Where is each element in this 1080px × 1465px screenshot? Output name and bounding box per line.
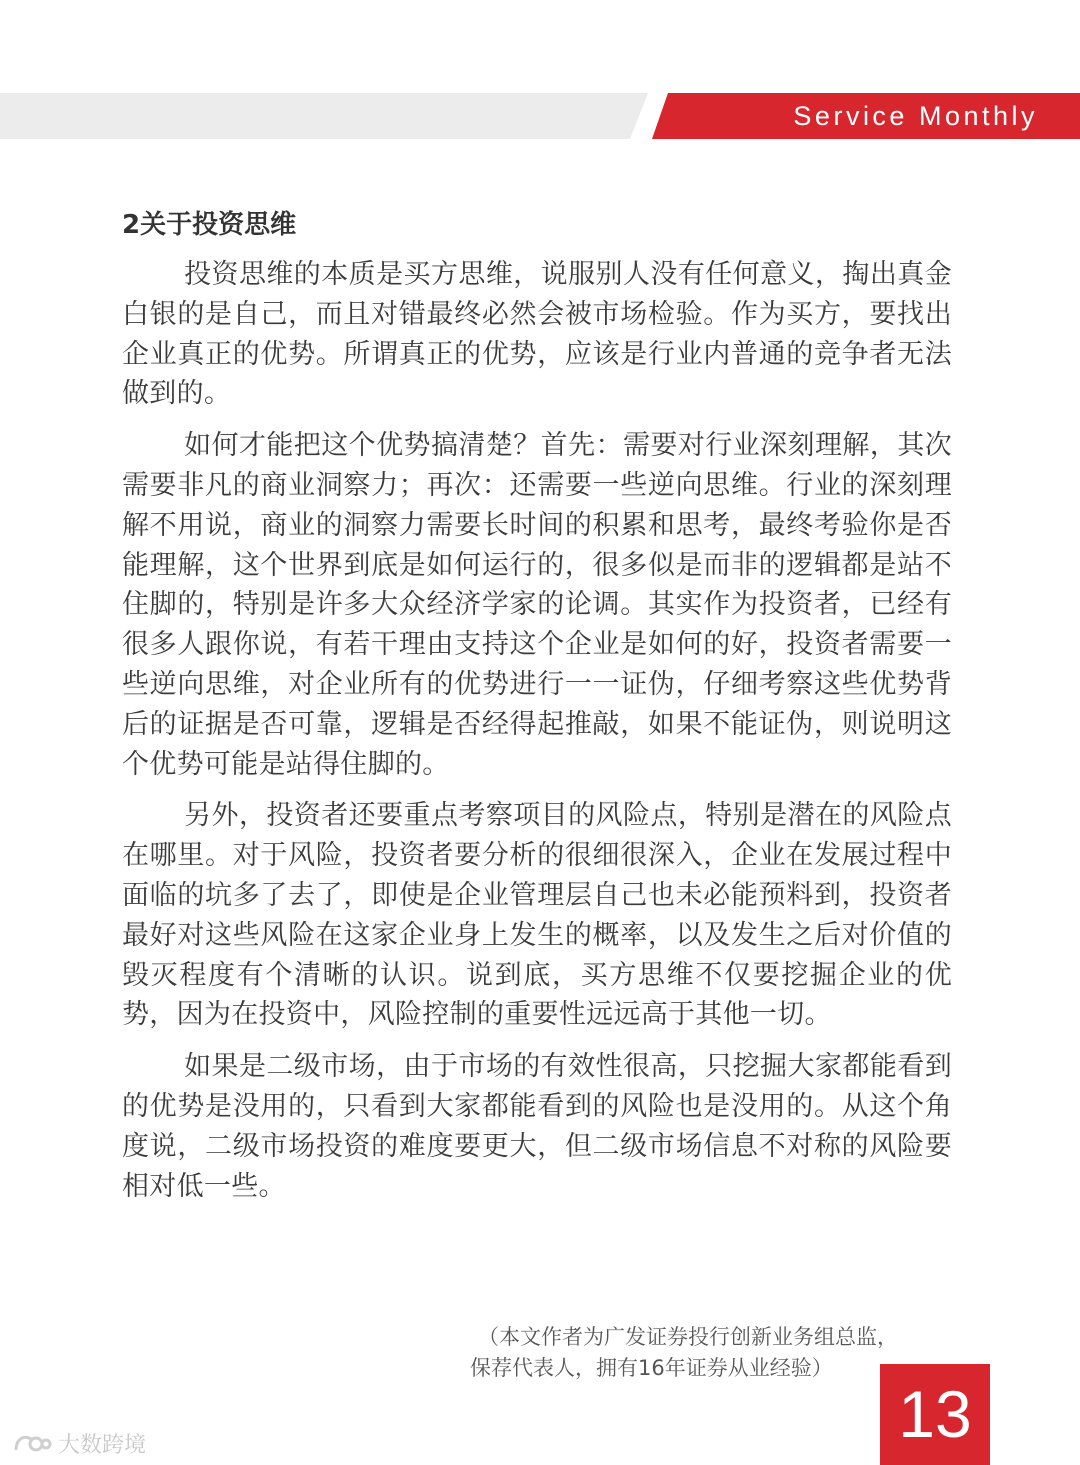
author-note-line: （本文作者为广发证券投行创新业务组总监，	[478, 1325, 898, 1349]
page-number: 13	[880, 1364, 990, 1465]
paragraph: 如果是二级市场，由于市场的有效性很高，只挖掘大家都能看到的优势是没用的，只看到大家都能看到的风险也是没用的。从这个角度说，二级市场投资的难度要更大，但二级市场信息不对称的风险要相对低一些。	[122, 1051, 952, 1202]
watermark-logo-icon	[12, 1428, 52, 1458]
author-note	[470, 1322, 940, 1384]
section-heading: 2关于投资思维	[122, 210, 297, 240]
watermark	[12, 1426, 146, 1460]
article-body	[122, 205, 952, 1218]
paragraph: 投资思维的本质是买方思维，说服别人没有任何意义，掏出真金白银的是自己，而且对错最终必然会被市场检验。作为买方，要找出企业真正的优势。所谓真正的优势，应该是行业内普通的竞争者无法做到的。	[122, 259, 952, 410]
magazine-title: Service Monthly	[793, 101, 1038, 131]
author-note-line: 保荐代表人，拥有16年证券从业经验）	[470, 1356, 833, 1380]
watermark-text: 大数跨境	[58, 1432, 147, 1458]
paragraph: 另外，投资者还要重点考察项目的风险点，特别是潜在的风险点在哪里。对于风险，投资者要分析的很细很深入，企业在发展过程中面临的坑多了去了，即使是企业管理层自己也未必能预料到，投资者最好对这些风险在这家企业身上发生的概率，以及发生之后对价值的毁灭程度有个清晰的认识。说到底，买方思维不仅要挖掘企业的优势，因为在投资中，风险控制的重要性远远高于其他一切。	[122, 800, 952, 1031]
paragraph: 如何才能把这个优势搞清楚？首先：需要对行业深刻理解，其次需要非凡的商业洞察力；再次：还需要一些逆向思维。行业的深刻理解不用说，商业的洞察力需要长时间的积累和思考，最终考验你是否能理解，这个世界到底是如何运行的，很多似是而非的逻辑都是站不住脚的，特别是许多大众经济学家的论调。其实作为投资者，已经有很多人跟你说，有若干理由支持这个企业是如何的好，投资者需要一些逆向思维，对企业所有的优势进行一一证伪，仔细考察这些优势背后的证据是否可靠，逻辑是否经得起推敲，如果不能证伪，则说明这个优势可能是站得住脚的。	[122, 430, 952, 780]
